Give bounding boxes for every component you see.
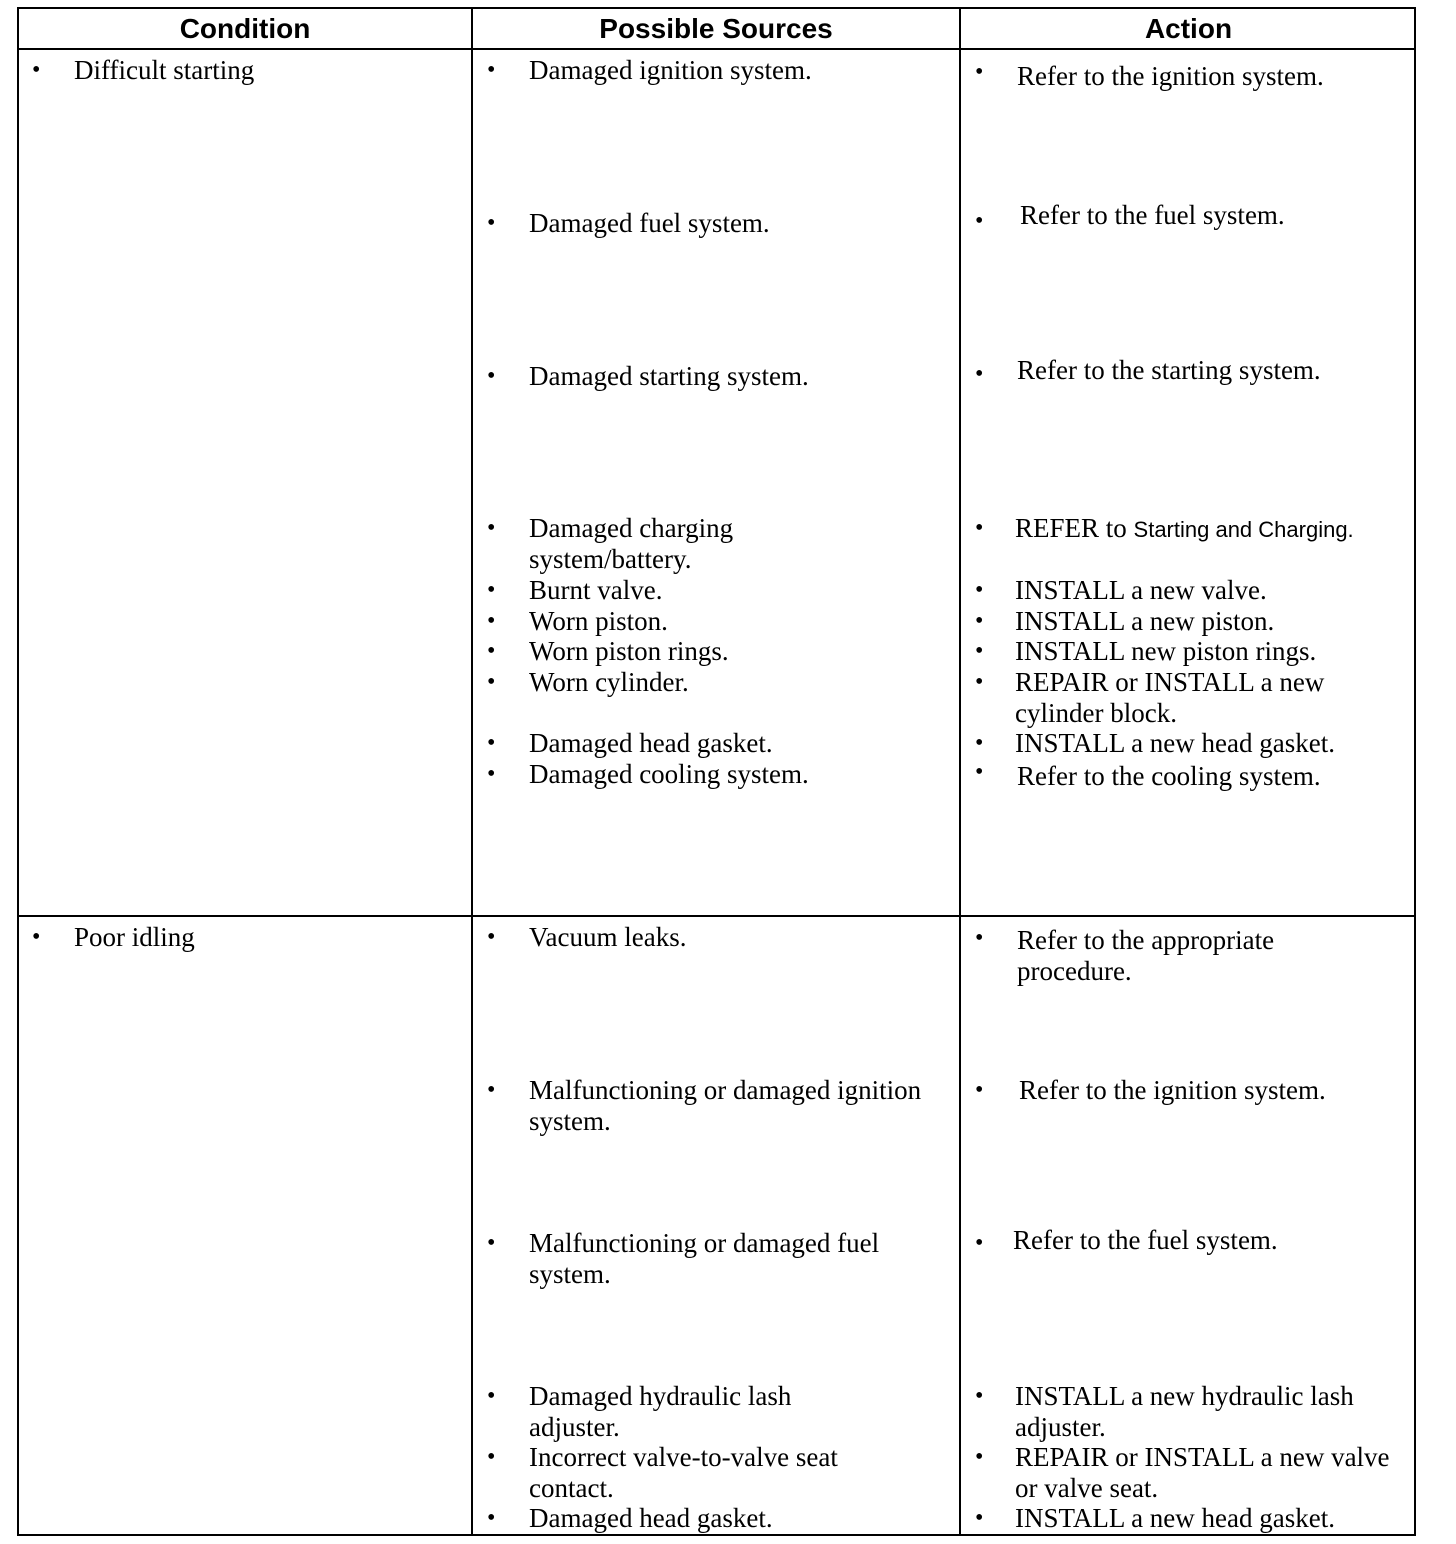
action-item: Refer to the cooling system. [1017,761,1321,791]
diagnosis-table [17,7,1416,1536]
bullet: • [975,669,984,695]
action-item: INSTALL a new valve. [1015,575,1267,605]
bullet: • [975,608,984,634]
bullet: • [487,638,496,664]
bullet: • [487,363,496,389]
bullet: • [975,361,984,387]
action-item: Refer to the fuel system. [1013,1225,1278,1255]
source-item: Damaged head gasket. [529,728,773,758]
condition-cell: Difficult starting [74,55,255,85]
source-item: Damaged fuel system. [529,208,770,238]
bullet: • [975,1505,984,1531]
action-item: REPAIR or INSTALL a new cylinder block. [1015,667,1325,728]
action-item: Refer to the ignition system. [1019,1075,1326,1105]
bullet: • [487,1505,496,1531]
action-item: REPAIR or INSTALL a new valve or valve seat. [1015,1442,1390,1503]
bullet: • [487,1230,496,1256]
bullet: • [32,57,41,83]
source-item: Vacuum leaks. [529,922,687,952]
bullet: • [975,577,984,603]
action-item: INSTALL a new hydraulic lash adjuster. [1015,1381,1354,1442]
action-item: Refer to the fuel system. [1020,200,1285,230]
source-item: Worn cylinder. [529,667,689,697]
bullet: • [487,57,496,83]
header-action: Action [1144,13,1233,44]
bullet: • [487,924,496,950]
bullet: • [975,1077,984,1103]
header-possible-sources: Possible Sources [599,13,833,44]
source-item: Damaged hydraulic lash adjuster. [529,1381,792,1442]
source-item: Damaged starting system. [529,361,809,391]
header-condition: Condition [179,13,311,44]
action-item: INSTALL a new piston. [1015,606,1275,636]
action-item [1015,513,1354,545]
column-divider [959,9,961,1534]
action-item: INSTALL new piston rings. [1015,636,1317,666]
source-item: Incorrect valve-to-valve seat contact. [529,1442,838,1503]
bullet: • [487,210,496,236]
bullet: • [975,730,984,756]
bullet: • [975,515,984,541]
source-item: Burnt valve. [529,575,663,605]
bullet: • [975,759,984,785]
bullet: • [487,515,496,541]
bullet: • [487,669,496,695]
bullet: • [975,1444,984,1470]
bullet: • [975,1383,984,1409]
bullet: • [487,608,496,634]
bullet: • [487,577,496,603]
bullet: • [975,638,984,664]
bullet: • [975,59,984,85]
bullet: • [975,208,984,234]
column-divider [471,9,473,1534]
source-item: Damaged charging system/battery. [529,513,734,574]
bullet: • [487,761,496,787]
condition-cell: Poor idling [74,922,195,952]
source-item: Damaged head gasket. [529,1503,773,1533]
action-item: Refer to the appropriate procedure. [1017,925,1275,986]
source-item: Worn piston. [529,606,668,636]
action-item: INSTALL a new head gasket. [1015,1503,1335,1533]
bullet: • [32,924,41,950]
action-item: Refer to the ignition system. [1017,61,1324,91]
source-item: Worn piston rings. [529,636,729,666]
bullet: • [975,1230,984,1256]
source-item: Damaged ignition system. [529,55,812,85]
bullet: • [487,1383,496,1409]
row-divider [19,915,1414,917]
action-item: Refer to the starting system. [1017,355,1321,385]
source-item: Malfunctioning or damaged fuel system. [529,1228,880,1289]
bullet: • [487,1444,496,1470]
source-item: Damaged cooling system. [529,759,809,789]
source-item: Malfunctioning or damaged ignition system. [529,1075,922,1136]
action-item: INSTALL a new head gasket. [1015,728,1335,758]
action-reference: Starting and Charging. [1133,517,1354,542]
bullet: • [487,1077,496,1103]
action-text: REFER to [1015,513,1127,543]
bullet: • [975,925,984,951]
bullet: • [487,730,496,756]
